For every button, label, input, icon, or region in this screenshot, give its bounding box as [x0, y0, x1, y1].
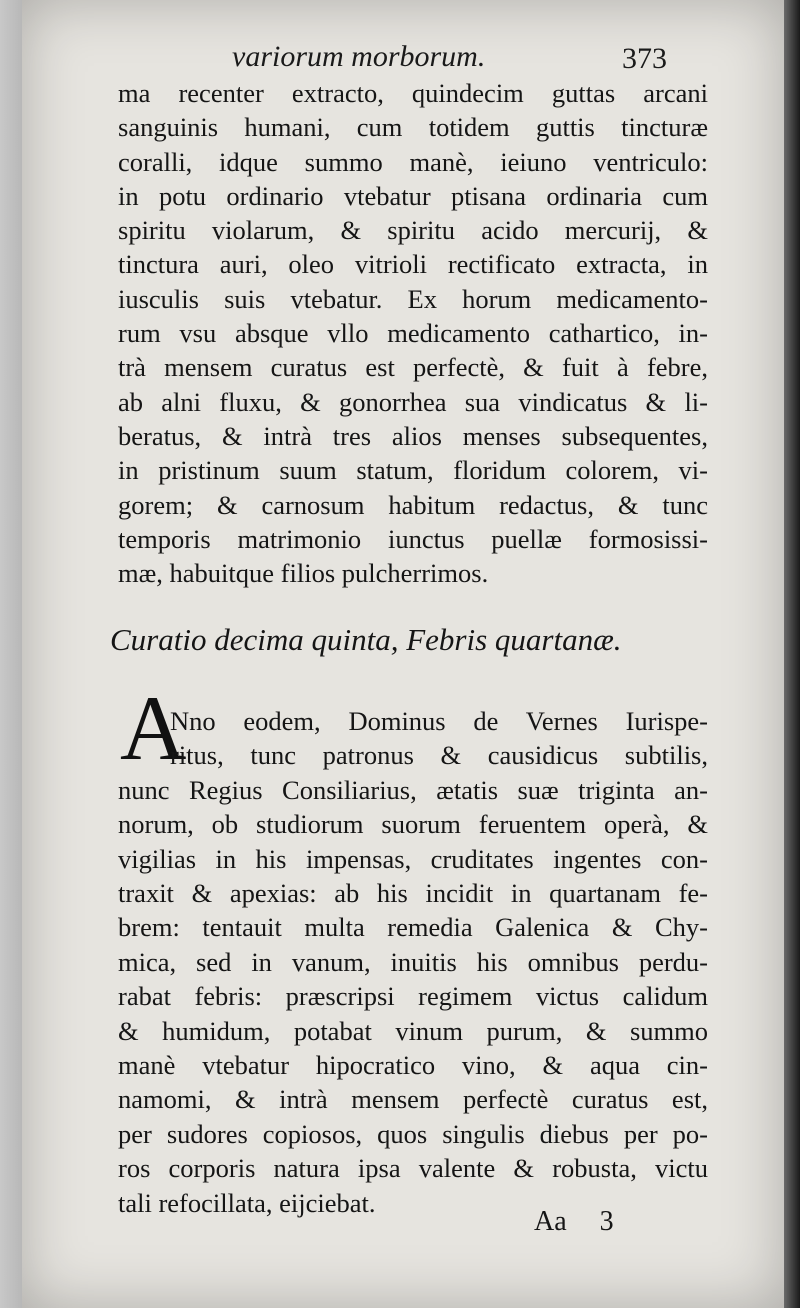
text-line: beratus, & intrà tres alios menses subsequentes, — [118, 420, 708, 451]
text-line: ab alni fluxu, & gonorrhea sua vindicatus & li- — [118, 386, 708, 417]
text-line: traxit & apexias: ab his incidit in quartanam fe- — [118, 878, 708, 909]
text-line: mæ, habuitque filios pulcherrimos. — [118, 558, 489, 589]
text-line: in pristinum suum statum, floridum colorem, vi- — [118, 455, 708, 486]
drop-cap: A — [120, 677, 187, 779]
text-line: rabat febris: præscripsi regimem victus calidum — [118, 981, 708, 1012]
text-line: ros corporis natura ipsa valente & robusta, victu — [118, 1153, 708, 1184]
text-line: spiritu violarum, & spiritu acido mercurij, & — [118, 215, 708, 246]
paragraph-2 — [118, 704, 708, 1220]
text-line: gorem; & carnosum habitum redactus, & tunc — [118, 489, 708, 520]
text-line: per sudores copiosos, quos singulis diebus per po- — [118, 1118, 708, 1149]
page-number: 373 — [622, 42, 667, 75]
text-line: tinctura auri, oleo vitrioli rectificato extracta, in — [118, 249, 708, 280]
page-header — [22, 40, 784, 80]
text-line: rum vsu absque vllo medicamento cathartico, in- — [118, 318, 708, 349]
signature-mark: Aa 3 — [534, 1206, 614, 1237]
text-line: Nno eodem, Dominus de Vernes Iurispe- — [170, 706, 708, 736]
text-line: trà mensem curatus est perfectè, & fuit à febre, — [118, 352, 708, 383]
text-line: mica, sed in vanum, inuitis his omnibus perdu- — [118, 946, 708, 977]
section-heading: Curatio decima quinta, Febris quartanæ. — [110, 622, 622, 657]
text-line: norum, ob studiorum suorum feruentem operà, & — [118, 809, 708, 840]
text-line: ma recenter extracto, quindecim guttas arcani — [118, 78, 708, 108]
text-line: & humidum, potabat vinum purum, & summo — [118, 1015, 708, 1046]
page-right-edge — [784, 0, 800, 1308]
text-line: tali refocillata, eijciebat. — [118, 1187, 376, 1218]
text-line: vigilias in his impensas, cruditates ingentes con- — [118, 843, 708, 874]
text-line: ritus, tunc patronus & causidicus subtilis, — [170, 740, 708, 771]
text-line: coralli, idque summo manè, ieiuno ventriculo: — [118, 146, 708, 177]
running-title: variorum morborum. — [232, 40, 486, 73]
book-page — [22, 0, 784, 1308]
text-line: in potu ordinario vtebatur ptisana ordinaria cum — [118, 180, 708, 211]
text-line: temporis matrimonio iunctus puellæ formosissi- — [118, 523, 708, 554]
text-line: namomi, & intrà mensem perfectè curatus est, — [118, 1084, 708, 1115]
text-line: manè vtebatur hipocratico vino, & aqua cin- — [118, 1050, 708, 1081]
text-line: brem: tentauit multa remedia Galenica & Chy- — [118, 912, 708, 943]
text-line: iusculis suis vtebatur. Ex horum medicamento- — [118, 283, 708, 314]
text-line: nunc Regius Consiliarius, ætatis suæ triginta an- — [118, 774, 708, 805]
paragraph-1 — [118, 76, 708, 590]
text-line: sanguinis humani, cum totidem guttis tincturæ — [118, 112, 708, 143]
page-left-edge — [0, 0, 22, 1308]
